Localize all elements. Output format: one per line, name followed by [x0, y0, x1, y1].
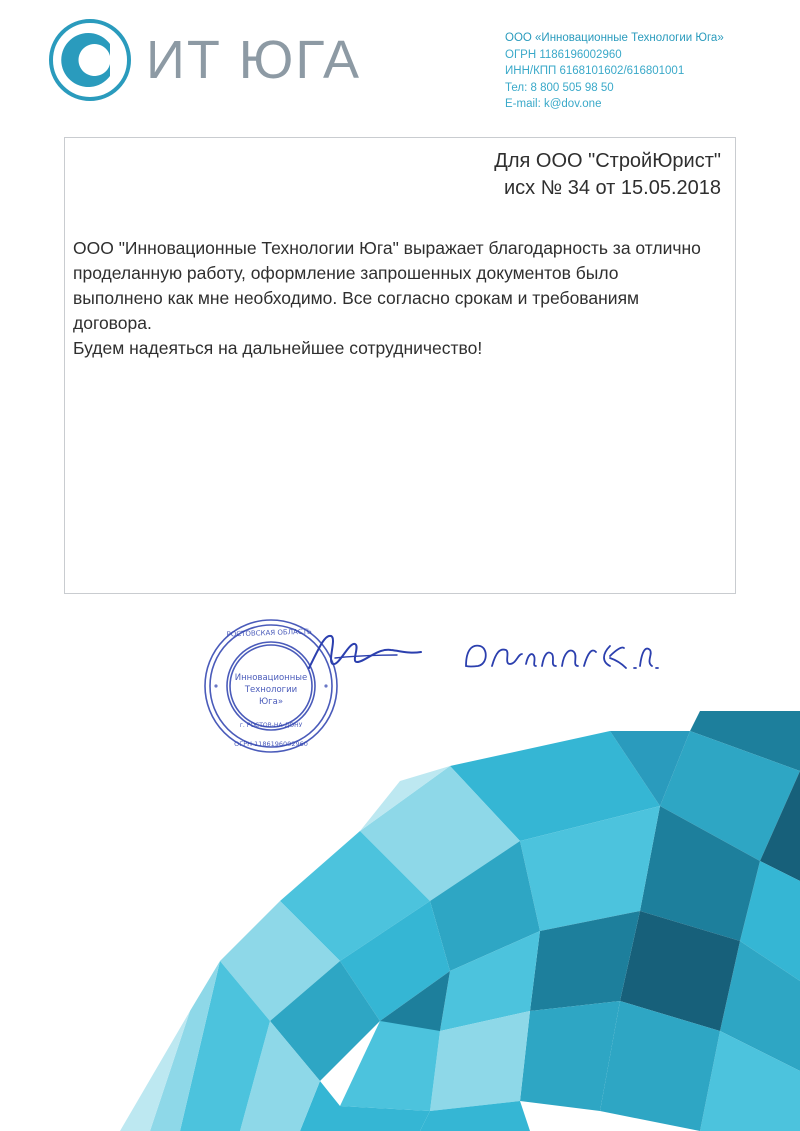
- company-phone: Тел: 8 800 505 98 50: [505, 81, 614, 94]
- svg-text:Юга»: Юга»: [258, 697, 284, 707]
- logo-text: ИТ ЮГА: [146, 30, 362, 90]
- handwritten-signature-icon: [305, 628, 425, 678]
- letter-text: [73, 236, 713, 361]
- addressee-reference: исх № 34 от 15.05.2018: [503, 177, 721, 199]
- svg-text:г. РОСТОВ-НА-ДОНУ: г. РОСТОВ-НА-ДОНУ: [239, 722, 303, 729]
- company-ogrn: ОГРН 1186196002960: [505, 48, 622, 61]
- letter-body-box: [64, 137, 736, 594]
- logo-block: [48, 18, 361, 102]
- svg-text:Инновационные: Инновационные: [234, 673, 308, 683]
- decorative-polygon-artwork: [0, 711, 800, 1131]
- svg-text:ОГРН 1186196002960: ОГРН 1186196002960: [234, 740, 308, 748]
- letter-paragraph-1: ООО "Инновационные Технологии Юга" выражает благодарность за отлично проделанную работу, оформление запрошенных документов было выполнено как мне необходимо. Все согласно срокам и требованиям договора.: [73, 238, 701, 333]
- handwritten-name-icon: [460, 636, 660, 680]
- svg-text:РОСТОВСКАЯ ОБЛАСТЬ: РОСТОВСКАЯ ОБЛАСТЬ: [226, 627, 312, 639]
- company-name: ООО «Инновационные Технологии Юга»: [505, 32, 724, 44]
- company-email: E-mail: k@dov.one: [505, 98, 602, 110]
- company-inn-kpp: ИНН/КПП 6168101602/616801001: [505, 65, 685, 77]
- addressee-block: [494, 148, 721, 202]
- company-info: [505, 30, 724, 113]
- svg-text:Технологии: Технологии: [244, 685, 298, 695]
- addressee-company: Для ООО "СтройЮрист": [494, 150, 721, 172]
- page-header: [0, 0, 800, 136]
- letter-paragraph-2: Будем надеяться на дальнейшее сотрудничество!: [73, 338, 483, 358]
- circular-c-logo-icon: [48, 18, 132, 102]
